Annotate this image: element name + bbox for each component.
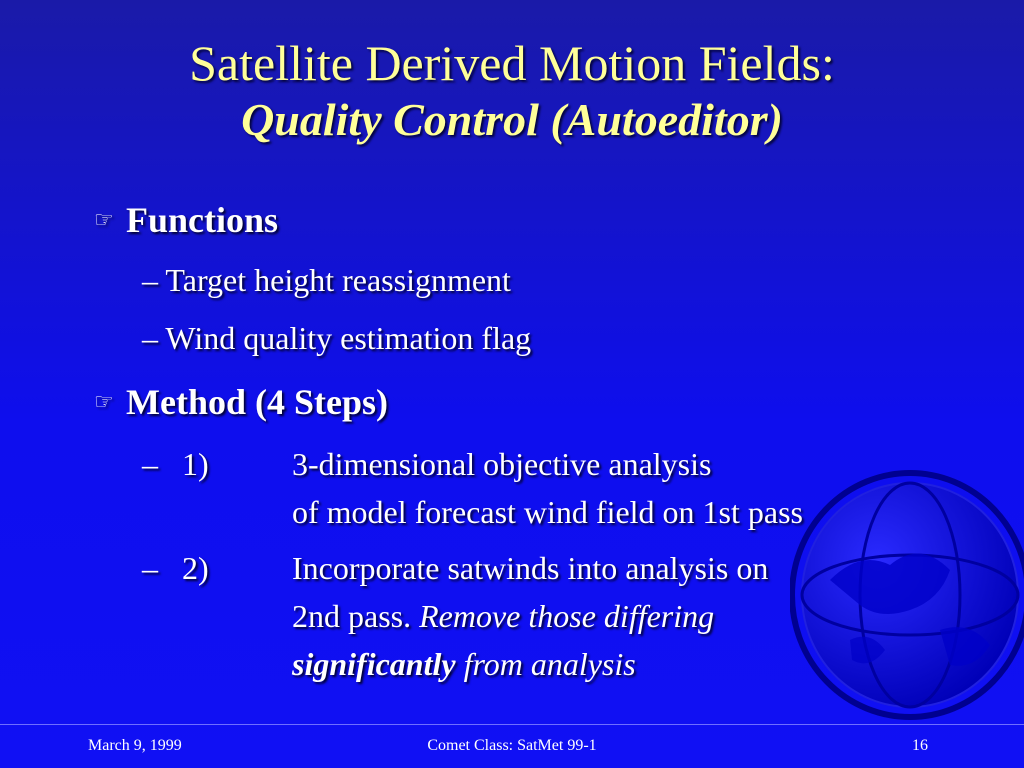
bullet-functions-label: Functions [126, 200, 279, 240]
step-text-italic: from analysis [455, 646, 636, 682]
step-line [292, 640, 942, 688]
bullet-functions [86, 200, 278, 244]
footer-date: March 9, 1999 [88, 737, 182, 754]
slide-title [0, 34, 1024, 148]
footer-page-number: 16 [912, 737, 928, 754]
step-line [292, 592, 942, 640]
step-1 [142, 440, 942, 540]
title-line-2: Quality Control (Autoeditor) [241, 94, 783, 145]
step-text-bold-italic: significantly [292, 646, 456, 682]
bullet-method-label: Method (4 Steps) [126, 382, 388, 422]
step-text-plain: 2nd pass. [292, 598, 420, 634]
step-text-italic: Remove those differing [419, 598, 715, 634]
step-text [292, 544, 942, 688]
step-line: of model forecast wind field on 1st pass [292, 494, 803, 530]
sub-item-label: Target height reassignment [165, 262, 511, 298]
sub-item-wind-quality [142, 320, 531, 356]
footer-course: Comet Class: SatMet 99-1 [427, 737, 597, 754]
slide-footer [0, 724, 1024, 768]
step-line: 3-dimensional objective analysis [292, 446, 712, 482]
dash: – [142, 320, 158, 356]
step-number: 1) [182, 446, 209, 482]
bullet-method [86, 382, 388, 426]
step-number: 2) [182, 550, 209, 586]
step-line: Incorporate satwinds into analysis on [292, 550, 769, 586]
dash: – [142, 550, 158, 586]
pointing-hand-icon: ☞ [94, 207, 114, 233]
step-text [292, 440, 942, 536]
dash: – [142, 262, 158, 298]
pointing-hand-icon: ☞ [94, 389, 114, 415]
title-line-1: Satellite Derived Motion Fields: [189, 35, 835, 91]
sub-item-label: Wind quality estimation flag [165, 320, 532, 356]
sub-item-target-height [142, 262, 511, 298]
step-2 [142, 544, 942, 694]
dash: – [142, 446, 158, 482]
